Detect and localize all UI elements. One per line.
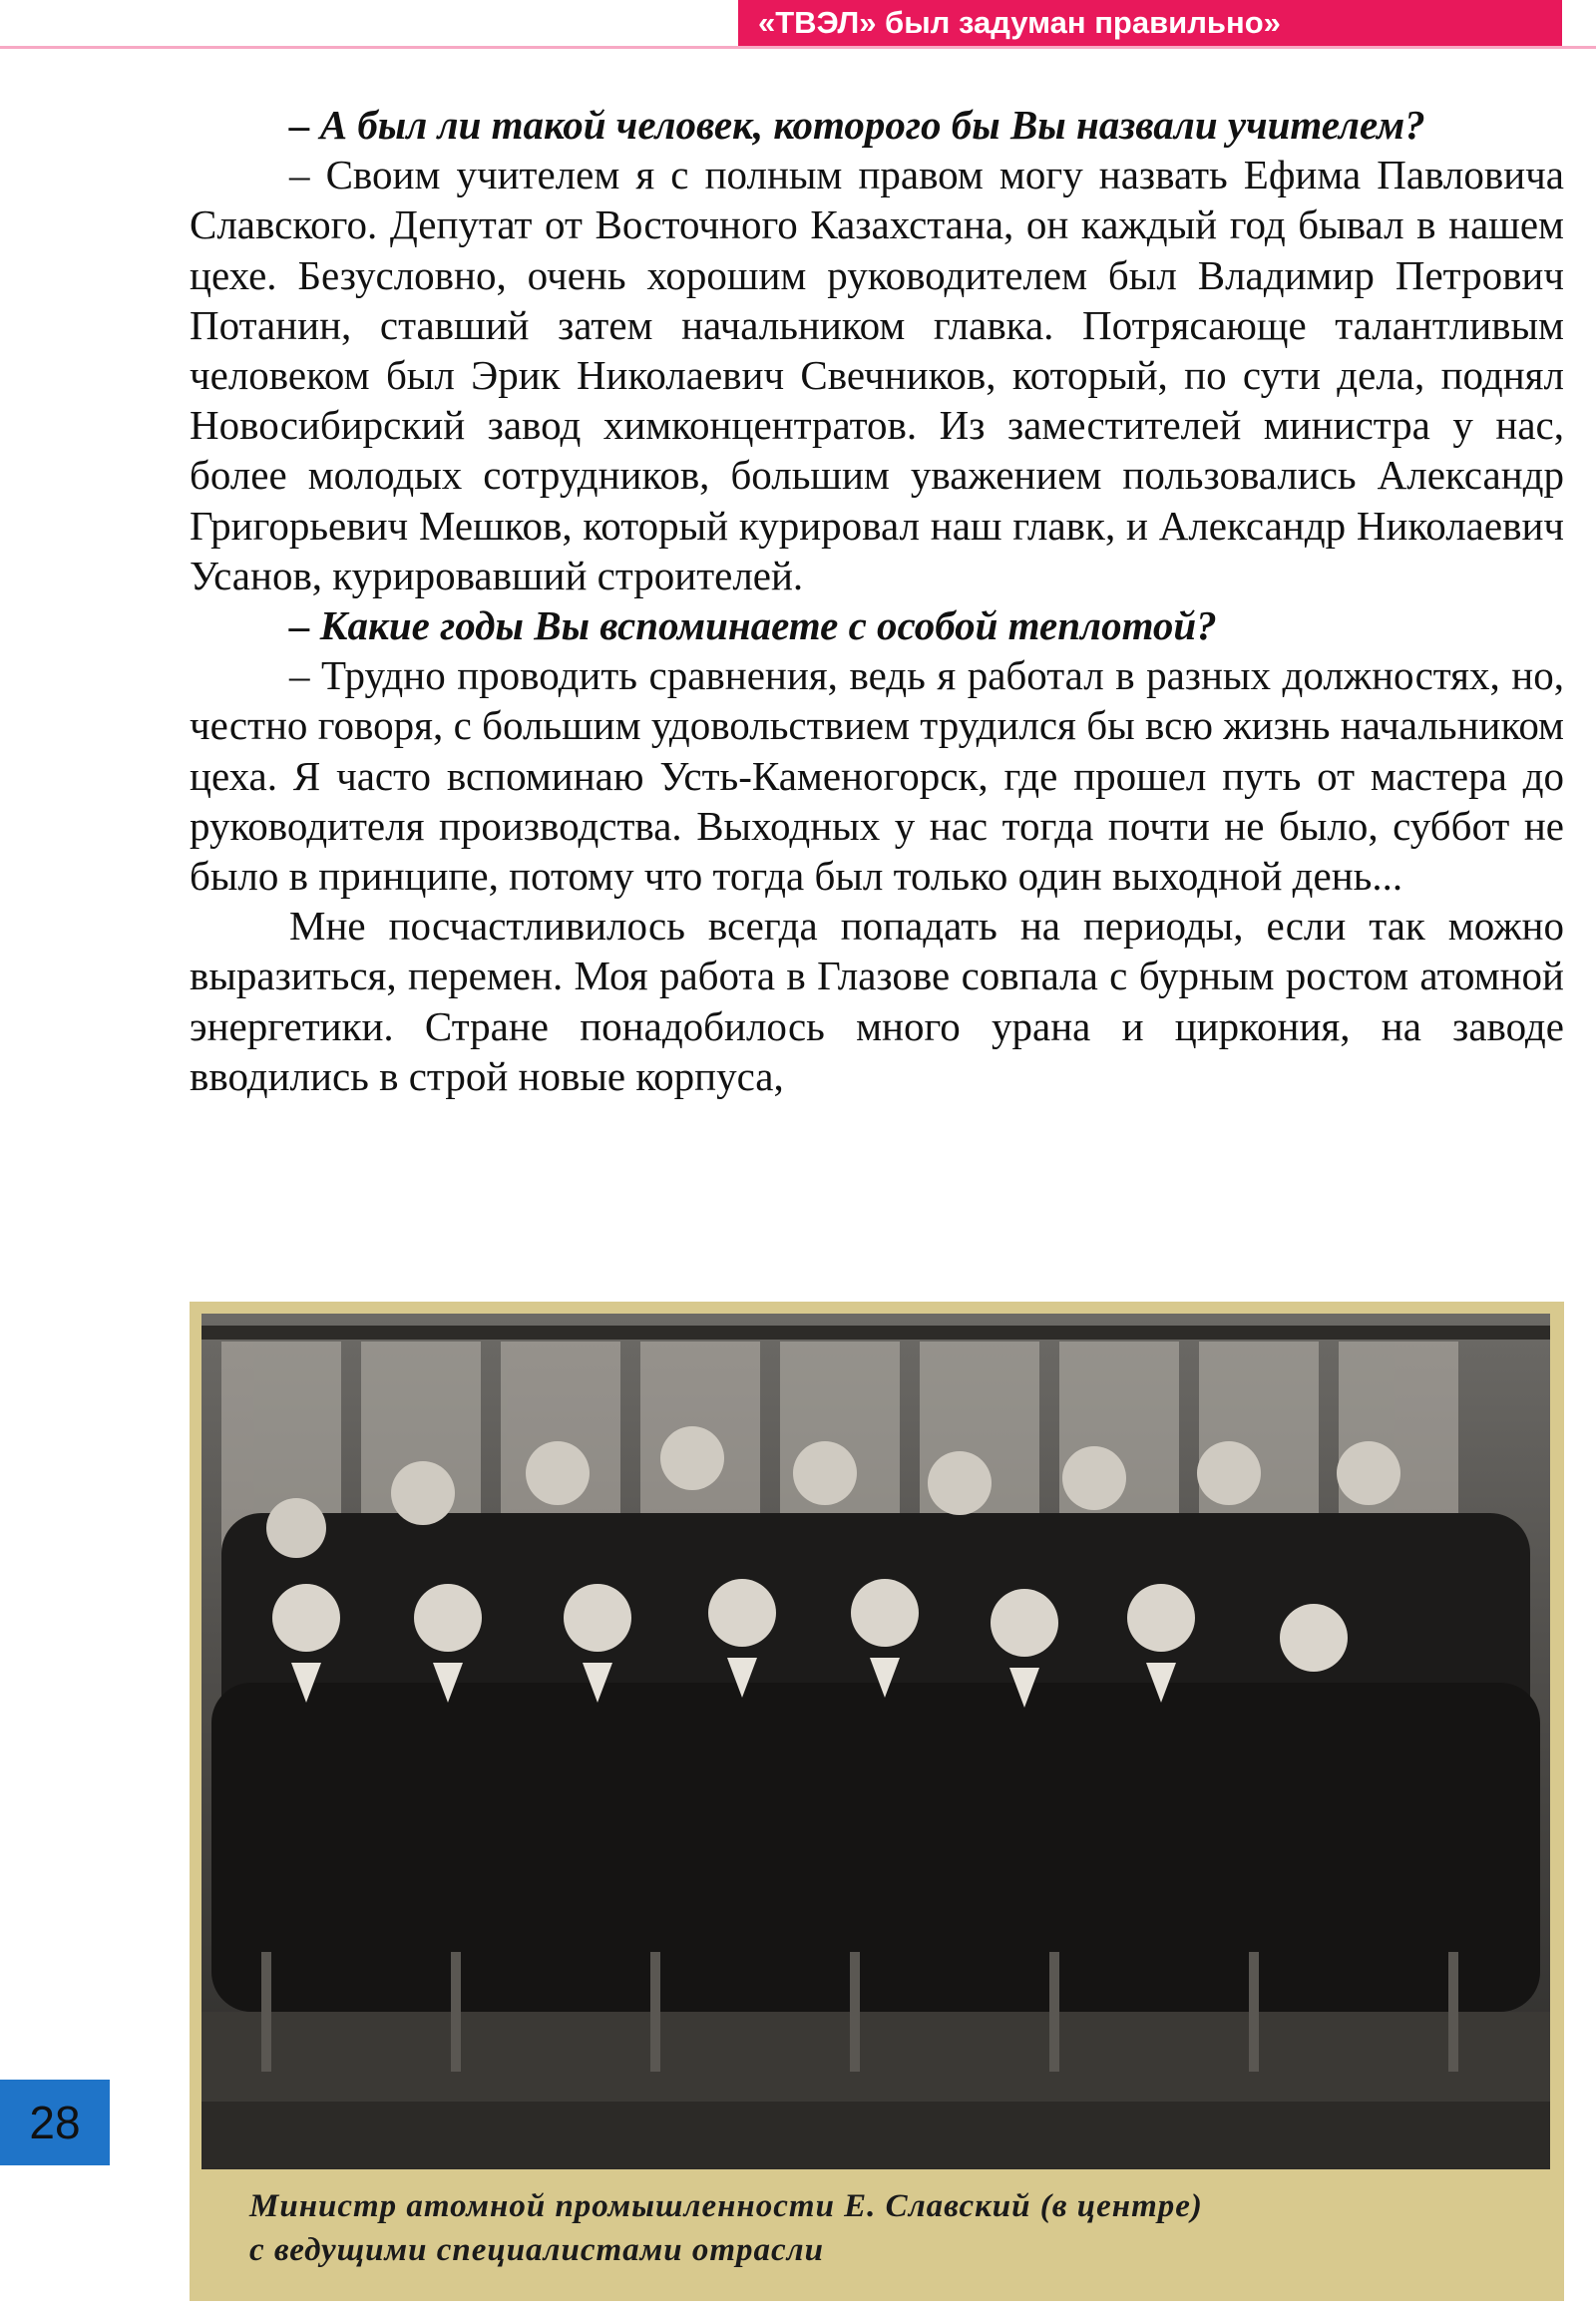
header-rule <box>0 46 1596 49</box>
page-number: 28 <box>0 2080 110 2165</box>
running-title: «ТВЭЛ» был задуман правильно» <box>738 0 1562 46</box>
question-1: – А был ли такой человек, которого бы Вы назвали учителем? <box>289 102 1425 148</box>
answer-1: – Своим учителем я с полным правом могу назвать Ефима Павловича Славского. Депутат от Восточного Казахстана, он каждый год бывал в нашем цехе. Безусловно, очень хорошим руководителем был Владимир Петрович Потанин, ставший затем начальником главка. Потрясающе талантливым человеком был Эрик Николаевич Свечников, который, по сути дела, поднял Новосибирский завод химконцентратов. Из заместителей министра у нас, более молодых сотрудников, большим уважением пользовались Александр Григорьевич Мешков, который курировал наш главк, и Александр Николаевич Усанов, курировавший строителей. <box>190 152 1564 598</box>
article-body <box>190 100 1564 1101</box>
caption-line-2: с ведущими специалистами отрасли <box>249 2232 824 2268</box>
group-photo <box>201 1314 1550 2169</box>
question-2: – Какие годы Вы вспоминаете с особой теплотой? <box>289 602 1217 649</box>
photo-caption <box>249 2184 1526 2272</box>
paragraph-3: Мне посчастливилось всегда попадать на периоды, если так можно выразиться, перемен. Моя работа в Глазове совпала с бурным ростом атомной энергетики. Стране понадобилось много урана и циркония, на заводе вводились в строй новые корпуса, <box>190 903 1564 1099</box>
photo-figure <box>190 1302 1564 2301</box>
group-photo-image <box>201 1314 1550 2169</box>
header-spacer <box>1562 0 1596 46</box>
caption-line-1: Министр атомной промышленности Е. Славский (в центре) <box>249 2188 1203 2224</box>
answer-2: – Трудно проводить сравнения, ведь я работал в разных должностях, но, честно говоря, с большим удовольствием трудился бы всю жизнь начальником цеха. Я часто вспоминаю Усть-Каменогорск, где прошел путь от мастера до руководителя производства. Выходных у нас тогда почти не было, суббот не было в принципе, потому что тогда был только один выходной день... <box>190 652 1564 900</box>
